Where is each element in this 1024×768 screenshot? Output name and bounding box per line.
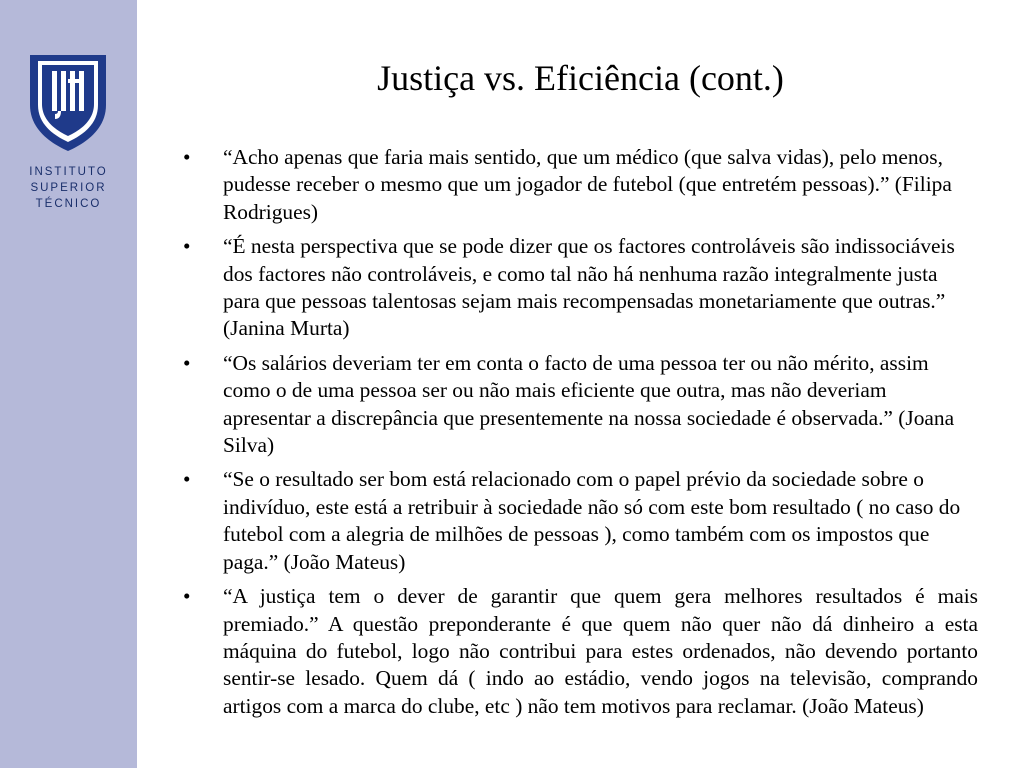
logo-text-line: SUPERIOR (30, 182, 107, 194)
quote-text: “Se o resultado ser bom está relacionado com o papel prévio da sociedade sobre o indivíduo, este está a retribuir à sociedade não só com este bom resultado ( no caso do futebol com a alegria de milhões de pessoas ), como também com os impostos que paga.” (João Mateus) (223, 467, 961, 574)
list-item (178, 233, 978, 343)
bullet-icon: • (183, 145, 191, 169)
slide-title: Justiça vs. Eficiência (cont.) (377, 58, 784, 98)
sidebar (0, 0, 137, 768)
quote-text: “Acho apenas que faria mais sentido, que um médico (que salva vidas), pelo menos, pudesse receber o mesmo que um jogador de futebol (que entretém pessoas).” (Filipa Rodrigues) (223, 145, 952, 224)
bullet-icon: • (183, 584, 191, 609)
logo-text-line: INSTITUTO (29, 166, 108, 178)
bullet-icon: • (183, 234, 191, 259)
ist-shield-logo (28, 53, 108, 153)
logo-text-line: TÉCNICO (35, 198, 102, 210)
list-item (178, 144, 978, 226)
bullet-list (178, 144, 978, 727)
bullet-icon: • (183, 467, 191, 492)
quote-text: “A justiça tem o dever de garantir que quem gera melhores resultados é mais premiado.” A questão preponderante é que quem não quer não dá dinheiro a esta máquina do futebol, logo não contribui para estes ordenados, não devendo portanto sentir-se lesado. Quem dá ( indo ao estádio, vendo jogos na televisão, comprando artigos com a marca do clube, etc ) não tem motivos para reclamar. (João Mateus) (223, 584, 978, 718)
list-item (178, 466, 978, 576)
quote-text: “Os salários deveriam ter em conta o facto de uma pessoa ter ou não mérito, assim como o de uma pessoa ser ou não mais eficiente que outra, mas não deveriam apresentar a discrepância que presentemente na nossa sociedade é observada.” (Joana Silva) (223, 350, 955, 458)
quote-text: “É nesta perspectiva que se pode dizer que os factores controláveis são indissociáveis dos factores não controláveis, e como tal não há nenhuma razão integralmente justa para que pessoas talentosas sejam mais recompensadas monetariamente que outras.” (Janina Murta) (223, 234, 955, 341)
bullet-icon: • (183, 350, 191, 375)
list-item (178, 350, 978, 460)
list-item (178, 583, 978, 720)
